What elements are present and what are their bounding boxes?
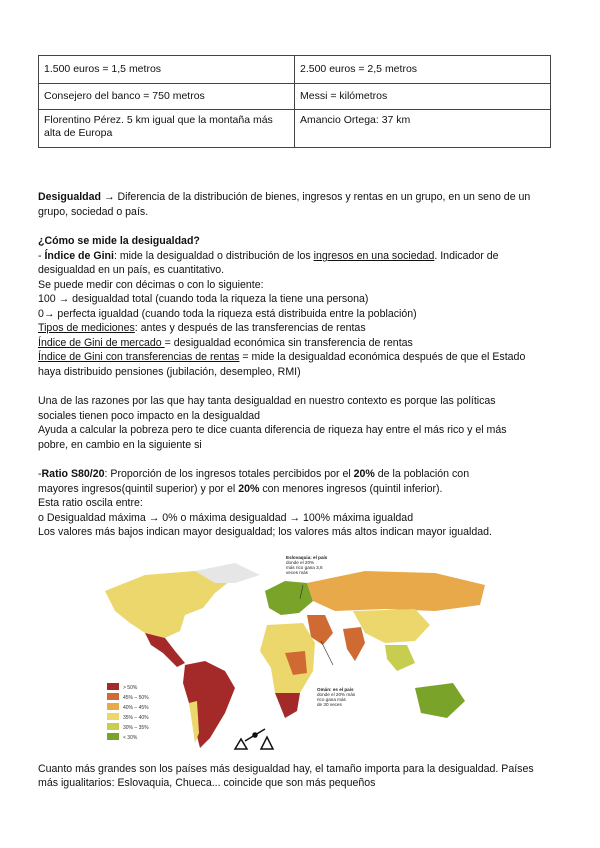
paragraph-line: pobre, en cambio en la siguiente si bbox=[38, 439, 202, 451]
ratio-line: o Desigualdad máxima → 0% o máxima desigualdad → 100% máxima igualdad bbox=[38, 512, 414, 524]
callout-text: donde el 20% bbox=[286, 560, 315, 565]
map-legend bbox=[107, 683, 149, 741]
underlined-text: Tipos de mediciones bbox=[38, 322, 135, 334]
legend-swatch bbox=[107, 713, 119, 720]
legend-swatch bbox=[107, 693, 119, 700]
paragraph-line: Una de las razones por las que hay tanta desigualdad en nuestro contexto es porque las políticas bbox=[38, 395, 496, 407]
text: con menores ingresos (quintil inferior). bbox=[259, 483, 443, 495]
text: : mide la desigualdad o distribución de los bbox=[113, 250, 314, 262]
callout-eslovaquia bbox=[286, 555, 329, 575]
table-row bbox=[39, 56, 551, 84]
ratio-term: Ratio S80/20 bbox=[41, 468, 105, 480]
gini-line bbox=[38, 321, 366, 336]
table-cell: Consejero del banco = 750 metros bbox=[39, 84, 295, 110]
legend-label: 30% – 35% bbox=[123, 725, 149, 731]
legend-swatch bbox=[107, 683, 119, 690]
definition-term: Desigualdad bbox=[38, 191, 101, 203]
callout-text: donde el 20% más bbox=[317, 692, 356, 697]
text: : Proporción de los ingresos totales percibidos por el bbox=[104, 468, 354, 480]
section-heading: ¿Cómo se mide la desigualdad? bbox=[38, 235, 200, 247]
gini-line bbox=[38, 249, 499, 264]
callout-text: de 30 veces bbox=[317, 702, 342, 707]
map-region-southeast-asia bbox=[385, 645, 415, 671]
map-region-southern-africa bbox=[275, 693, 300, 718]
text: mayores ingresos(quintil superior) y por el bbox=[38, 483, 239, 495]
callout-text: más rico gana 3,6 bbox=[286, 565, 323, 570]
gini-line: 100 → desigualdad total (cuando toda la riqueza la tiene una persona) bbox=[38, 293, 369, 305]
gini-line: Se puede medir con décimas o con lo siguiente: bbox=[38, 279, 264, 291]
gini-line bbox=[38, 336, 413, 351]
underlined-text: ingresos en una sociedad bbox=[313, 250, 435, 262]
map-region-europe bbox=[265, 581, 313, 615]
legend-swatch bbox=[107, 723, 119, 730]
definition-line bbox=[38, 190, 530, 205]
callout-oman bbox=[317, 687, 356, 707]
gini-line: haya distribuido pensiones (jubilación, desempleo, RMI) bbox=[38, 366, 301, 378]
legend-swatch bbox=[107, 703, 119, 710]
callout-text: Eslovaquia: el país bbox=[286, 555, 328, 560]
table-cell: 2.500 euros = 2,5 metros bbox=[295, 56, 551, 84]
gini-term: Índice de Gini bbox=[44, 250, 114, 262]
caption-line: más igualitarios: Eslovaquia, Chueca... coincide que son más pequeños bbox=[38, 777, 376, 789]
ratio-line bbox=[38, 467, 469, 482]
callout-text: Omán: es el país bbox=[317, 687, 354, 692]
map-region-china bbox=[353, 609, 430, 643]
table-cell: Messi = kilómetros bbox=[295, 84, 551, 110]
map-region-africa bbox=[260, 623, 315, 705]
ratio-line: Esta ratio oscila entre: bbox=[38, 497, 143, 509]
bullet: - bbox=[38, 468, 42, 480]
underlined-text: Índice de Gini de mercado bbox=[38, 337, 165, 349]
callout-line bbox=[321, 641, 333, 665]
table-cell: Florentino Pérez. 5 km igual que la montaña más alta de Europa bbox=[39, 110, 295, 148]
percent: 20% bbox=[353, 468, 375, 480]
legend-swatch bbox=[107, 733, 119, 740]
gini-line: desigualdad en un país, es cuantitativo. bbox=[38, 264, 225, 276]
text: : antes y después de las transferencias de rentas bbox=[134, 322, 366, 334]
legend-label: 40% – 45% bbox=[123, 705, 149, 711]
callout-text: rico gana más bbox=[317, 697, 346, 702]
ratio-line: Los valores más bajos indican mayor desigualdad; los valores más altos indican mayor igualdad. bbox=[38, 526, 493, 538]
legend-label: < 30% bbox=[123, 735, 138, 741]
gini-line bbox=[38, 350, 525, 365]
table-row bbox=[39, 110, 551, 148]
legend-label: 35% – 40% bbox=[123, 715, 149, 721]
table-cell: 1.500 euros = 1,5 metros bbox=[39, 56, 295, 84]
map-region-india bbox=[343, 627, 365, 661]
table-cell: Amancio Ortega: 37 km bbox=[295, 110, 551, 148]
ratio-line bbox=[38, 482, 443, 497]
definition-line: grupo, sociedad o país. bbox=[38, 206, 149, 218]
gini-line: 0→ perfecta igualdad (cuando toda la riqueza está distribuida entre la población) bbox=[38, 308, 417, 320]
map-region-russia bbox=[307, 571, 485, 611]
scale-logo-icon bbox=[235, 729, 273, 749]
inequality-world-map bbox=[85, 553, 505, 753]
legend-label: 45% – 50% bbox=[123, 695, 149, 701]
text: de la población con bbox=[374, 468, 470, 480]
comparison-table bbox=[38, 55, 551, 148]
text: = mide la desigualdad económica después de que el Estado bbox=[239, 351, 526, 363]
bullet: - bbox=[38, 250, 45, 262]
map-region-australia bbox=[415, 683, 465, 718]
underlined-text: Índice de Gini con transferencias de rentas bbox=[38, 351, 240, 363]
callout-text: veces más bbox=[286, 570, 308, 575]
definition-text: → Diferencia de la distribución de bienes, ingresos y rentas en un grupo, en un seno de un bbox=[101, 191, 531, 203]
caption-line: Cuanto más grandes son los países más desigualdad hay, el tamaño importa para la desigualdad. Países bbox=[38, 763, 534, 775]
text: . Indicador de bbox=[434, 250, 499, 262]
percent: 20% bbox=[238, 483, 260, 495]
table-row bbox=[39, 84, 551, 110]
map-region-mexico bbox=[145, 633, 185, 667]
legend-label: > 50% bbox=[123, 685, 138, 691]
text: = desigualdad económica sin transferencia de rentas bbox=[164, 337, 413, 349]
paragraph-line: Ayuda a calcular la pobreza pero te dice cuanta diferencia de riqueza hay entre el más rico y el más bbox=[38, 424, 507, 436]
paragraph-line: sociales tienen poco impacto en la desigualdad bbox=[38, 410, 261, 422]
